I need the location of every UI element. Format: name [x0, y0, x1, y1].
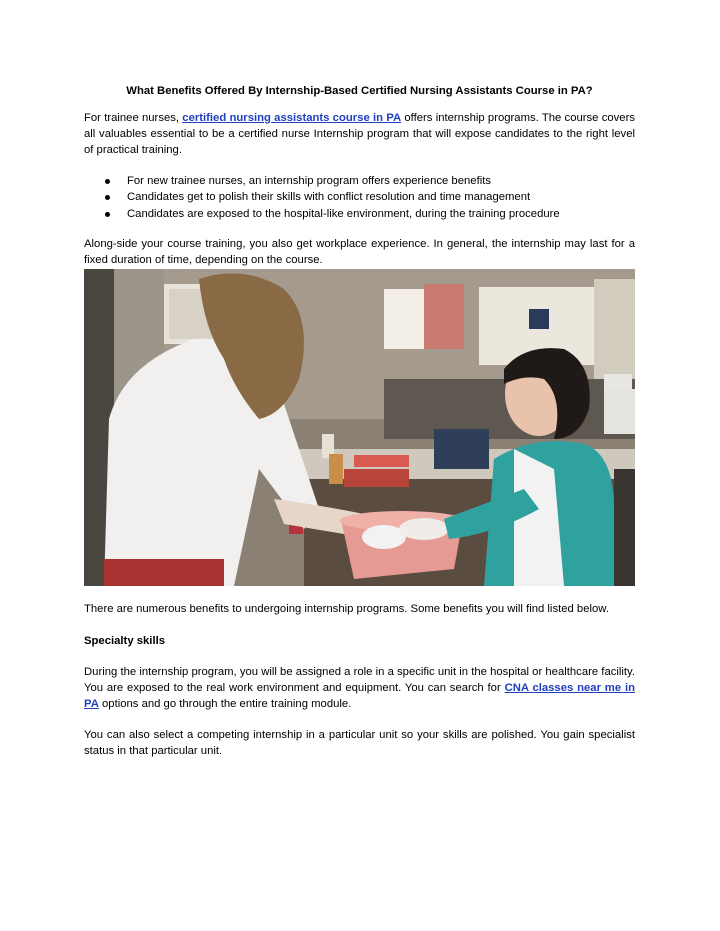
specialty-text-start: During the internship program, you will be assigned a role in a specific unit in the hospital or healthcare facility. You are exposed to the real work environment and equipment. You can search for: [84, 666, 635, 695]
benefits-bullet-list: [84, 173, 635, 222]
cna-course-link[interactable]: certified nursing assistants course in PA: [182, 112, 402, 124]
bullet-text: For new trainee nurses, an internship program offers experience benefits: [127, 175, 491, 187]
specialty-text-end: options and go through the entire training module.: [98, 698, 352, 711]
bullet-item: [84, 189, 635, 205]
benefits-intro-paragraph: There are numerous benefits to undergoing internship programs. Some benefits you will find listed below.: [84, 603, 609, 615]
bullet-icon: [105, 212, 110, 217]
section-heading-specialty-skills: Specialty skills: [84, 635, 166, 647]
document-title: What Benefits Offered By Internship-Based Certified Nursing Assistants Course in PA?: [126, 85, 593, 97]
nursing-training-photo: [84, 269, 635, 586]
bullet-icon: [105, 179, 110, 184]
intro-text-start: For trainee nurses,: [84, 112, 183, 124]
bullet-text: Candidates get to polish their skills with conflict resolution and time management: [127, 191, 531, 204]
cna-classes-link[interactable]: CNA classes near me in PA: [84, 682, 635, 711]
photo-illustration: [84, 269, 635, 586]
intro-text-end: offers internship programs. The course covers all valuables essential to be a certified nurse Internship program that will expose candidates to the right level of practical training.: [84, 112, 635, 157]
bullet-text: Candidates are exposed to the hospital-like environment, during the training procedure: [127, 207, 560, 220]
bullet-icon: [105, 195, 110, 200]
specialty-paragraph: [84, 664, 635, 713]
bullet-item: [84, 206, 635, 222]
alongside-paragraph: Along-side your course training, you also get workplace experience. In general, the internship may last for a fixed duration of time, depending on the course.: [84, 238, 635, 267]
bullet-item: [84, 173, 635, 189]
competing-paragraph: You can also select a competing internship in a particular unit so your skills are polished. You gain specialist status in that particular unit.: [84, 729, 635, 758]
intro-paragraph: [84, 110, 635, 159]
